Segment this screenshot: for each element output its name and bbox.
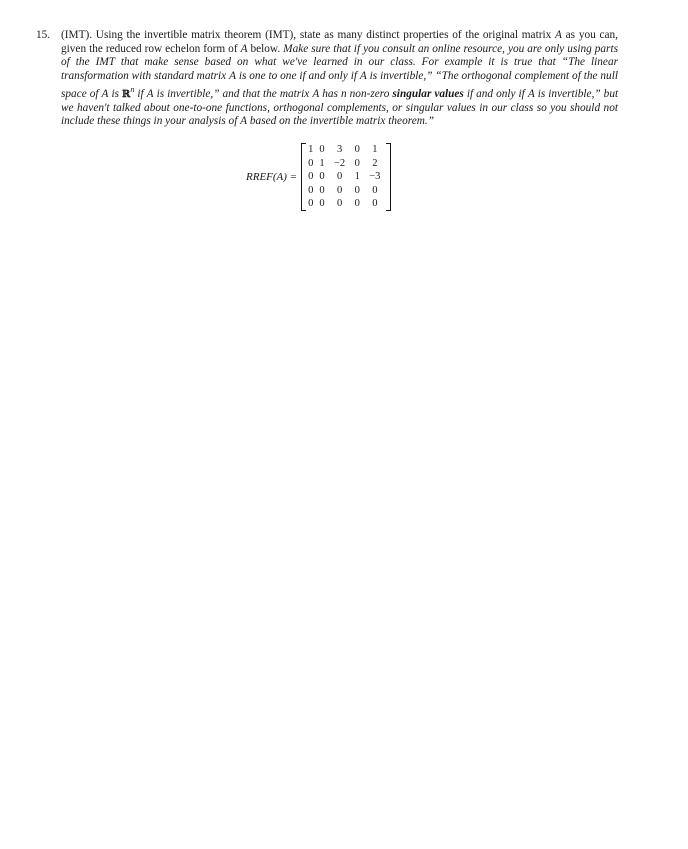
- matrix-cell: 0: [308, 171, 314, 183]
- rref-equation: [246, 139, 391, 215]
- matrix-cell: 2: [372, 157, 378, 169]
- matrix-row: [305, 143, 387, 157]
- matrix-cell: 0: [336, 184, 343, 196]
- instructions-text: if and only if: [466, 88, 525, 101]
- matrix-cell: 3: [336, 144, 343, 156]
- matrix-cell: 0: [308, 198, 314, 210]
- var-a: A: [146, 88, 154, 101]
- matrix-cell: 0: [308, 157, 314, 169]
- var-a: A: [312, 88, 320, 101]
- problem-header: [36, 29, 618, 129]
- instructions-text: based on the invertible matrix theorem.”: [249, 115, 434, 128]
- var-a: A: [527, 88, 535, 101]
- problem-15: [36, 29, 618, 129]
- instructions-text: non-zero: [349, 88, 390, 101]
- var-a: A: [240, 42, 248, 55]
- matrix-cell: 1: [354, 171, 360, 183]
- equation-lhs: RREF(A) =: [246, 171, 298, 183]
- matrix-cell: 0: [354, 184, 360, 196]
- matrix-cell: 0: [308, 184, 314, 196]
- instructions-text: Make sure that if you consult an online resource, you are only using parts of the IMT that make sense based on what we've learned in our class. For example it is true that “The linear transformation with standard matrix: [61, 42, 618, 82]
- exponent-n: n: [130, 85, 135, 95]
- matrix-row: [305, 184, 387, 198]
- matrix-cell: 0: [319, 171, 325, 183]
- problem-lead: (IMT). Using the invertible matrix theorem (IMT), state as many distinct properties of the original matrix: [61, 29, 552, 41]
- var-a: A: [555, 29, 562, 41]
- var-a: A: [229, 69, 236, 82]
- matrix-cell: 1: [372, 144, 378, 156]
- matrix-cell: 0: [319, 198, 325, 210]
- problem-lead-2: as you can, given the reduced row echelon form of: [61, 29, 619, 55]
- instructions-text: is invertible,” “The orthogonal complement of the null space of: [61, 69, 618, 101]
- problem-lead-3: below.: [250, 42, 281, 55]
- singular-values-emphasis: singular values: [392, 88, 464, 101]
- real-numbers-symbol: ℝ: [122, 89, 131, 101]
- instructions-text: is one to one if and only if: [238, 69, 357, 82]
- matrix-cell: 0: [336, 171, 343, 183]
- var-a: A: [359, 69, 367, 82]
- matrix-table: [305, 143, 387, 211]
- matrix-cell: 0: [354, 157, 360, 169]
- problem-number: 15.: [36, 29, 51, 41]
- matrix-row: [305, 197, 387, 211]
- matrix-row: [305, 157, 387, 171]
- var-a: A: [101, 88, 109, 101]
- matrix-cell: 0: [319, 184, 325, 196]
- matrix-cell: 0: [372, 198, 378, 210]
- instructions-text: is invertible,” and that the matrix: [156, 88, 310, 101]
- problem-text: [61, 29, 618, 129]
- matrix-cell: −3: [369, 171, 381, 183]
- var-a: A: [240, 115, 248, 128]
- matrix-cell: 0: [354, 198, 360, 210]
- instructions-text: if: [137, 88, 144, 101]
- matrix-cell: 0: [319, 144, 325, 156]
- matrix-row: [305, 170, 387, 184]
- matrix-cell: 1: [319, 157, 325, 169]
- matrix-cell: 0: [336, 198, 343, 210]
- var-n: n: [340, 88, 347, 101]
- matrix-cell: 1: [308, 144, 314, 156]
- instructions-text: is: [111, 88, 119, 101]
- instructions-text: has: [322, 88, 338, 101]
- rref-matrix: [301, 143, 391, 211]
- instructions-text: is invertible,” but we haven't talked about one-to-one functions, orthogonal complements, or singular values in our class so you should not include these things in your analysis of: [61, 88, 619, 128]
- matrix-cell: −2: [334, 157, 346, 169]
- matrix-cell: 0: [372, 184, 378, 196]
- matrix-cell: 0: [354, 144, 360, 156]
